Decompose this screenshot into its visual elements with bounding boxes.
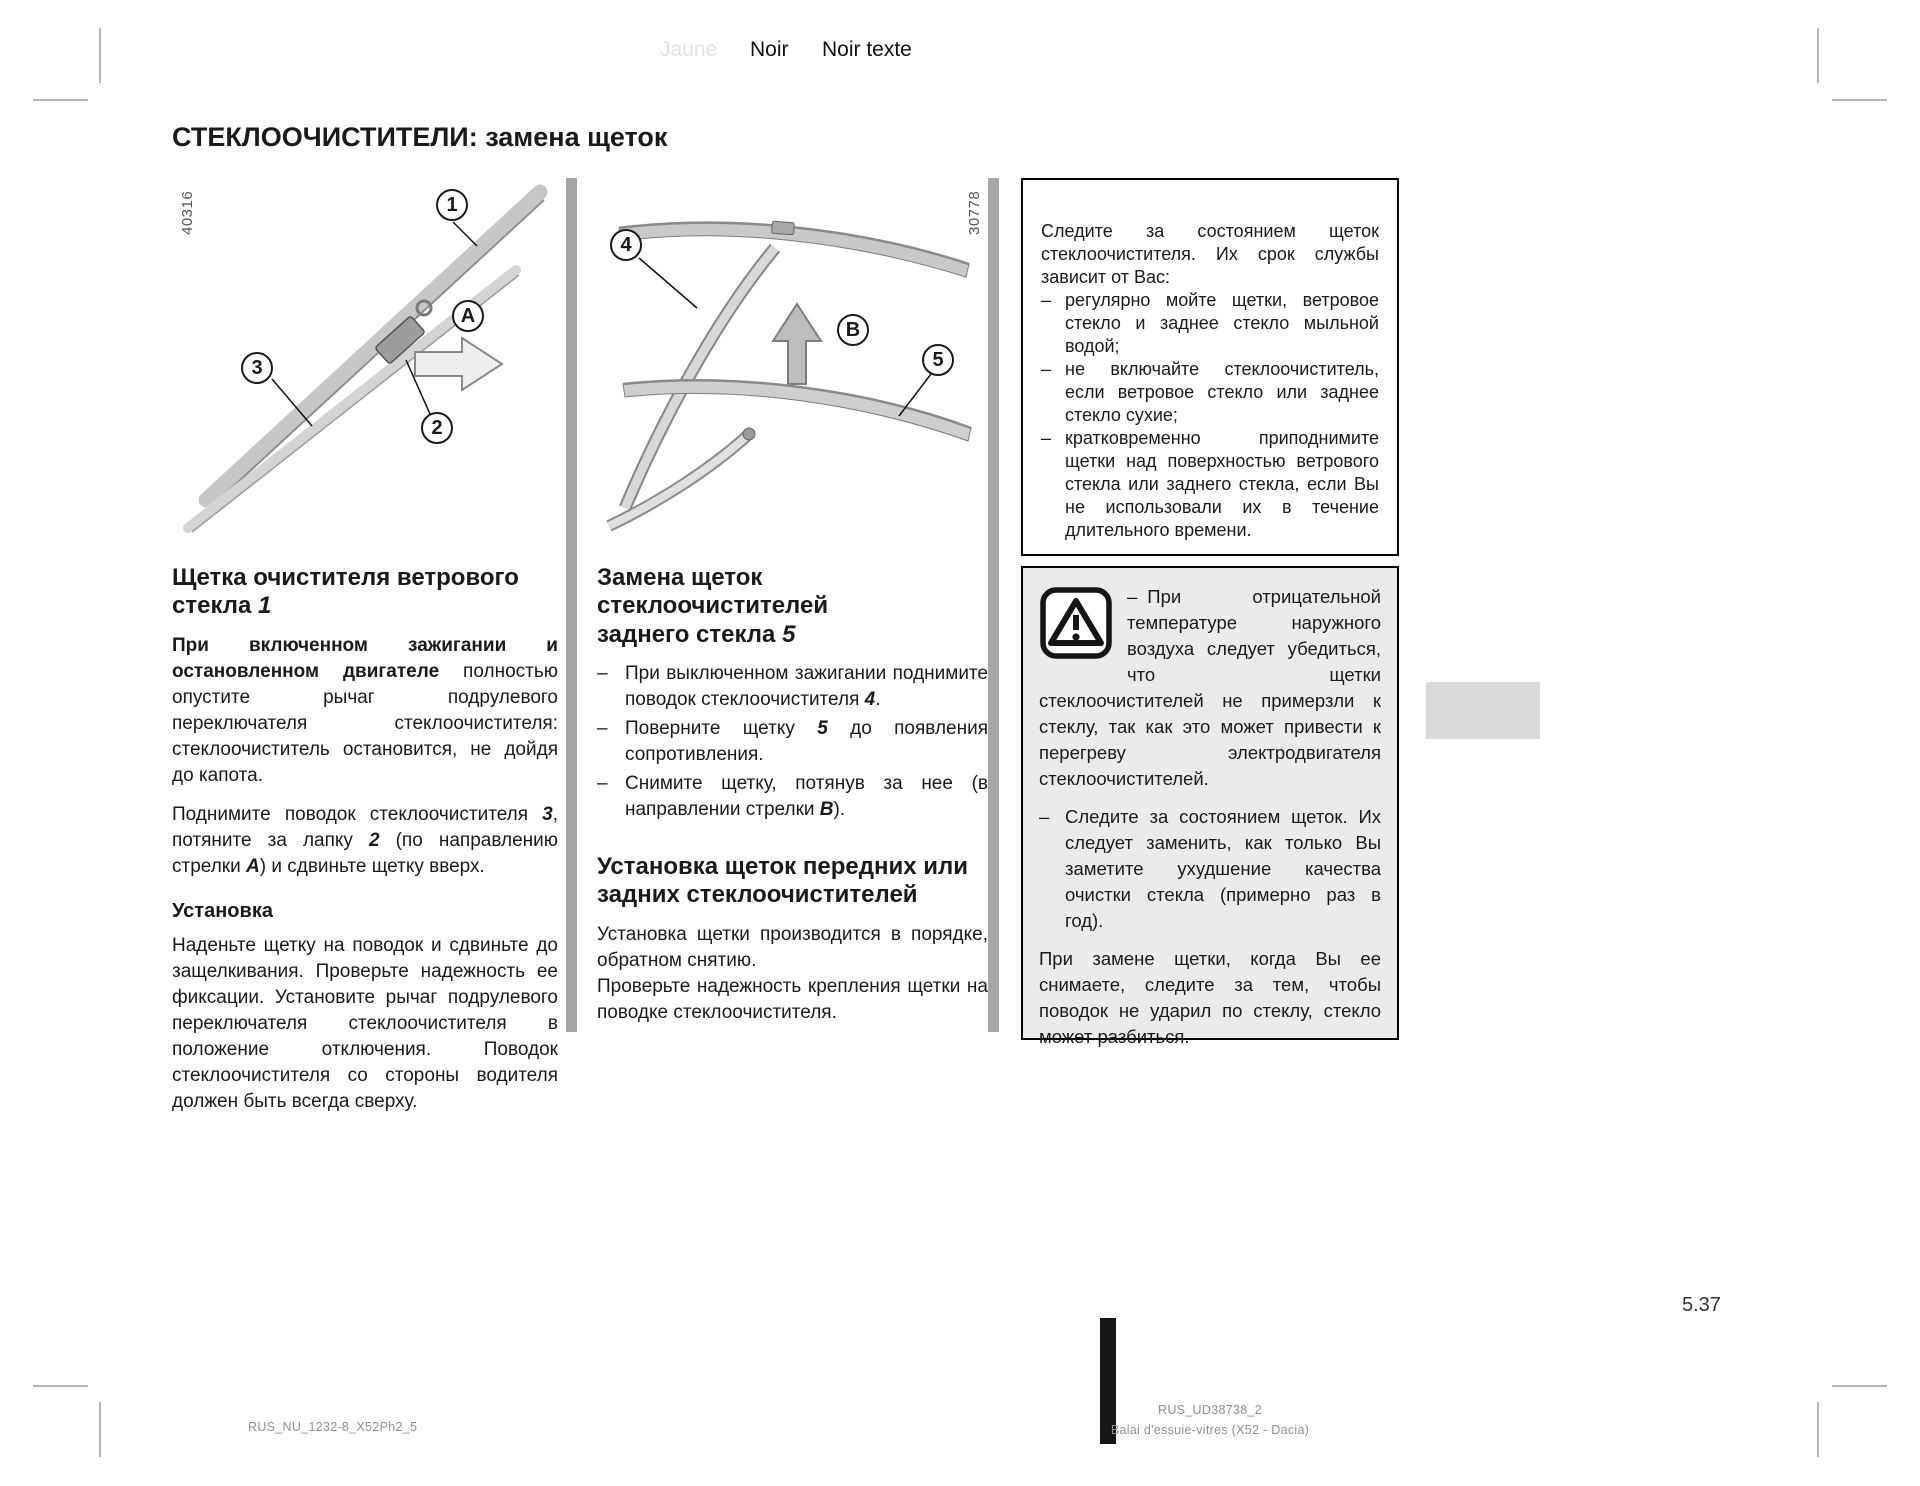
list-item-text: кратковременно приподнимите щетки над поверхностью ветрового стекла или заднего стекла, если Вы не использовали их в течение длительного времени. <box>1065 428 1379 540</box>
paragraph-text: Поднимите поводок стеклоочистителя <box>172 803 543 825</box>
warning-paragraph: При замене щетки, когда Вы ее снимаете, следите за тем, чтобы поводок не ударил по стеклу, стекло может разбиться. <box>1039 948 1381 1047</box>
subsection-heading: Установка <box>172 899 273 922</box>
callout-3: 3 <box>241 352 273 384</box>
callout-4: 4 <box>610 229 642 261</box>
figure-ref-number: 30778 <box>966 190 983 235</box>
section-heading <box>597 564 907 649</box>
ref-number: 4 <box>864 688 876 710</box>
paragraph-text: полностью опустите рычаг подрулевого переключателя стеклоочистителя: стеклоочиститель остановится, не дойдя до капота. <box>172 660 558 786</box>
callout-a: A <box>452 300 484 332</box>
callout-b: B <box>837 314 869 346</box>
list-item <box>1041 358 1379 427</box>
footer-ref-line2: Balai d'essuie-vitres (X52 - Dacia) <box>1110 1423 1310 1437</box>
ref-letter: B <box>819 798 834 820</box>
column-divider <box>988 178 999 1032</box>
section-thumb-tab <box>1426 682 1540 739</box>
ref-number: 3 <box>542 803 553 825</box>
heading-text: Замена щеток стеклоочистителей заднего стекла <box>597 564 829 648</box>
crop-mark <box>1832 99 1887 101</box>
column-notes <box>1021 178 1399 1047</box>
footer-document-ref: RUS_NU_1232-8_X52Ph2_5 <box>248 1420 418 1434</box>
arrow-b-direction <box>773 304 821 384</box>
paragraph <box>172 802 558 880</box>
column-windshield-wiper <box>172 178 558 1128</box>
bullet-dash: – <box>1041 428 1052 448</box>
paragraph-text: , потяните за лапку <box>172 803 558 851</box>
column-divider <box>566 178 577 1032</box>
callout-2: 2 <box>421 412 453 444</box>
section-heading <box>172 564 558 621</box>
crop-mark <box>99 28 101 83</box>
text: Поверните щетку <box>625 717 818 739</box>
bullet-dash: – <box>1041 290 1052 310</box>
list-item-text: не включайте стеклоочиститель, если ветровое стекло или заднее стекло сухие; <box>1065 359 1379 425</box>
callout-5: 5 <box>922 344 954 376</box>
bullet-dash: – <box>1127 586 1138 607</box>
paragraph: Установка щетки производится в порядке, обратном снятию. <box>597 923 988 971</box>
figure-windshield-wiper <box>172 178 558 548</box>
bullet-dash: – <box>597 717 608 739</box>
figure-rear-wiper <box>597 178 988 548</box>
ref-number: 5 <box>817 717 828 739</box>
list-item <box>597 661 988 713</box>
bold-lead: При включенном зажигании и остановленном двигателе <box>172 634 558 682</box>
list-item-text <box>625 771 988 823</box>
note-intro: Следите за состоянием щеток стеклоочистителя. Их срок службы зависит от Вас: <box>1041 221 1379 287</box>
list-item <box>597 716 988 768</box>
list-item-text: регулярно мойте щетки, ветровое стекло и заднее стекло мыльной водой; <box>1065 290 1379 356</box>
paragraph: Проверьте надежность крепления щетки на поводке стеклоочистителя. <box>597 975 988 1023</box>
bullet-dash: – <box>597 662 608 684</box>
heading-ref-number: 5 <box>782 620 796 648</box>
list-item-text <box>625 716 988 768</box>
heading-ref-number: 1 <box>258 592 272 620</box>
warning-text: Следите за состоянием щеток. Их следует заменить, как только Вы заметите ухудшение качества очистки стекла (примерно раз в год). <box>1065 806 1381 931</box>
section-heading: Установка щеток передних или задних стеклоочистителей <box>597 852 968 909</box>
page-number: 5.37 <box>1682 1294 1721 1316</box>
ref-number: 2 <box>368 829 380 851</box>
bullet-dash: – <box>1039 806 1050 827</box>
crop-mark <box>99 1402 101 1457</box>
warning-triangle-icon <box>1039 586 1113 660</box>
text: . <box>875 688 881 710</box>
crop-mark <box>33 1385 88 1387</box>
text: ). <box>833 798 846 820</box>
maintenance-note-box <box>1021 178 1399 556</box>
proof-label-jaune: Jaune <box>660 38 718 61</box>
proof-label-noir: Noir <box>750 38 789 61</box>
warning-item <box>1039 804 1381 934</box>
bullet-dash: – <box>597 772 608 794</box>
callout-1: 1 <box>436 189 468 221</box>
list-item <box>597 771 988 823</box>
text: При выключенном зажигании поднимите поводок стеклоочистителя <box>625 662 988 710</box>
paragraph <box>172 633 558 789</box>
proof-label-noir-texte: Noir texte <box>822 38 912 61</box>
figure-ref-number: 40316 <box>179 190 196 235</box>
paragraph-text: ) и сдвиньте щетку вверх. <box>259 855 485 877</box>
windshield-wiper-drawing <box>172 178 558 548</box>
list-item <box>1041 427 1379 542</box>
list-item <box>1041 289 1379 358</box>
heading-text: Щетка очистителя ветрового стекла <box>172 564 519 620</box>
list-item-text <box>625 661 988 713</box>
page-title: СТЕКЛООЧИСТИТЕЛИ: замена щеток <box>172 122 668 152</box>
column-rear-wiper <box>597 178 988 1026</box>
crop-mark <box>1817 1402 1819 1457</box>
text: Снимите щетку, потянув за нее (в направлении стрелки <box>625 772 988 820</box>
footer-ref-line1: RUS_UD38738_2 <box>1158 1403 1262 1417</box>
paragraph-text: (по направлению стрелки <box>172 829 558 877</box>
warning-box <box>1021 566 1399 1047</box>
footer-section-ref <box>1080 1400 1340 1440</box>
crop-mark <box>1832 1385 1887 1387</box>
paragraph: Наденьте щетку на поводок и сдвиньте до защелкивания. Проверьте надежность ее фиксации. Установите рычаг подрулевого переключателя стеклоочистителя в положение отключения. Поводок стеклоочистителя со стороны водителя должен быть всегда сверху. <box>172 934 558 1112</box>
crop-mark <box>1817 28 1819 83</box>
ref-letter: А <box>246 855 260 877</box>
crop-mark <box>33 99 88 101</box>
bullet-dash: – <box>1041 359 1052 379</box>
warning-text: При отрицательной температуре наружного воздуха следует убедиться, что щетки стеклоочистителей не примерзли к стеклу, так как это может привести к перегреву электродвигателя стеклоочистителей. <box>1039 586 1381 789</box>
text: до появления сопротивления. <box>625 717 988 765</box>
